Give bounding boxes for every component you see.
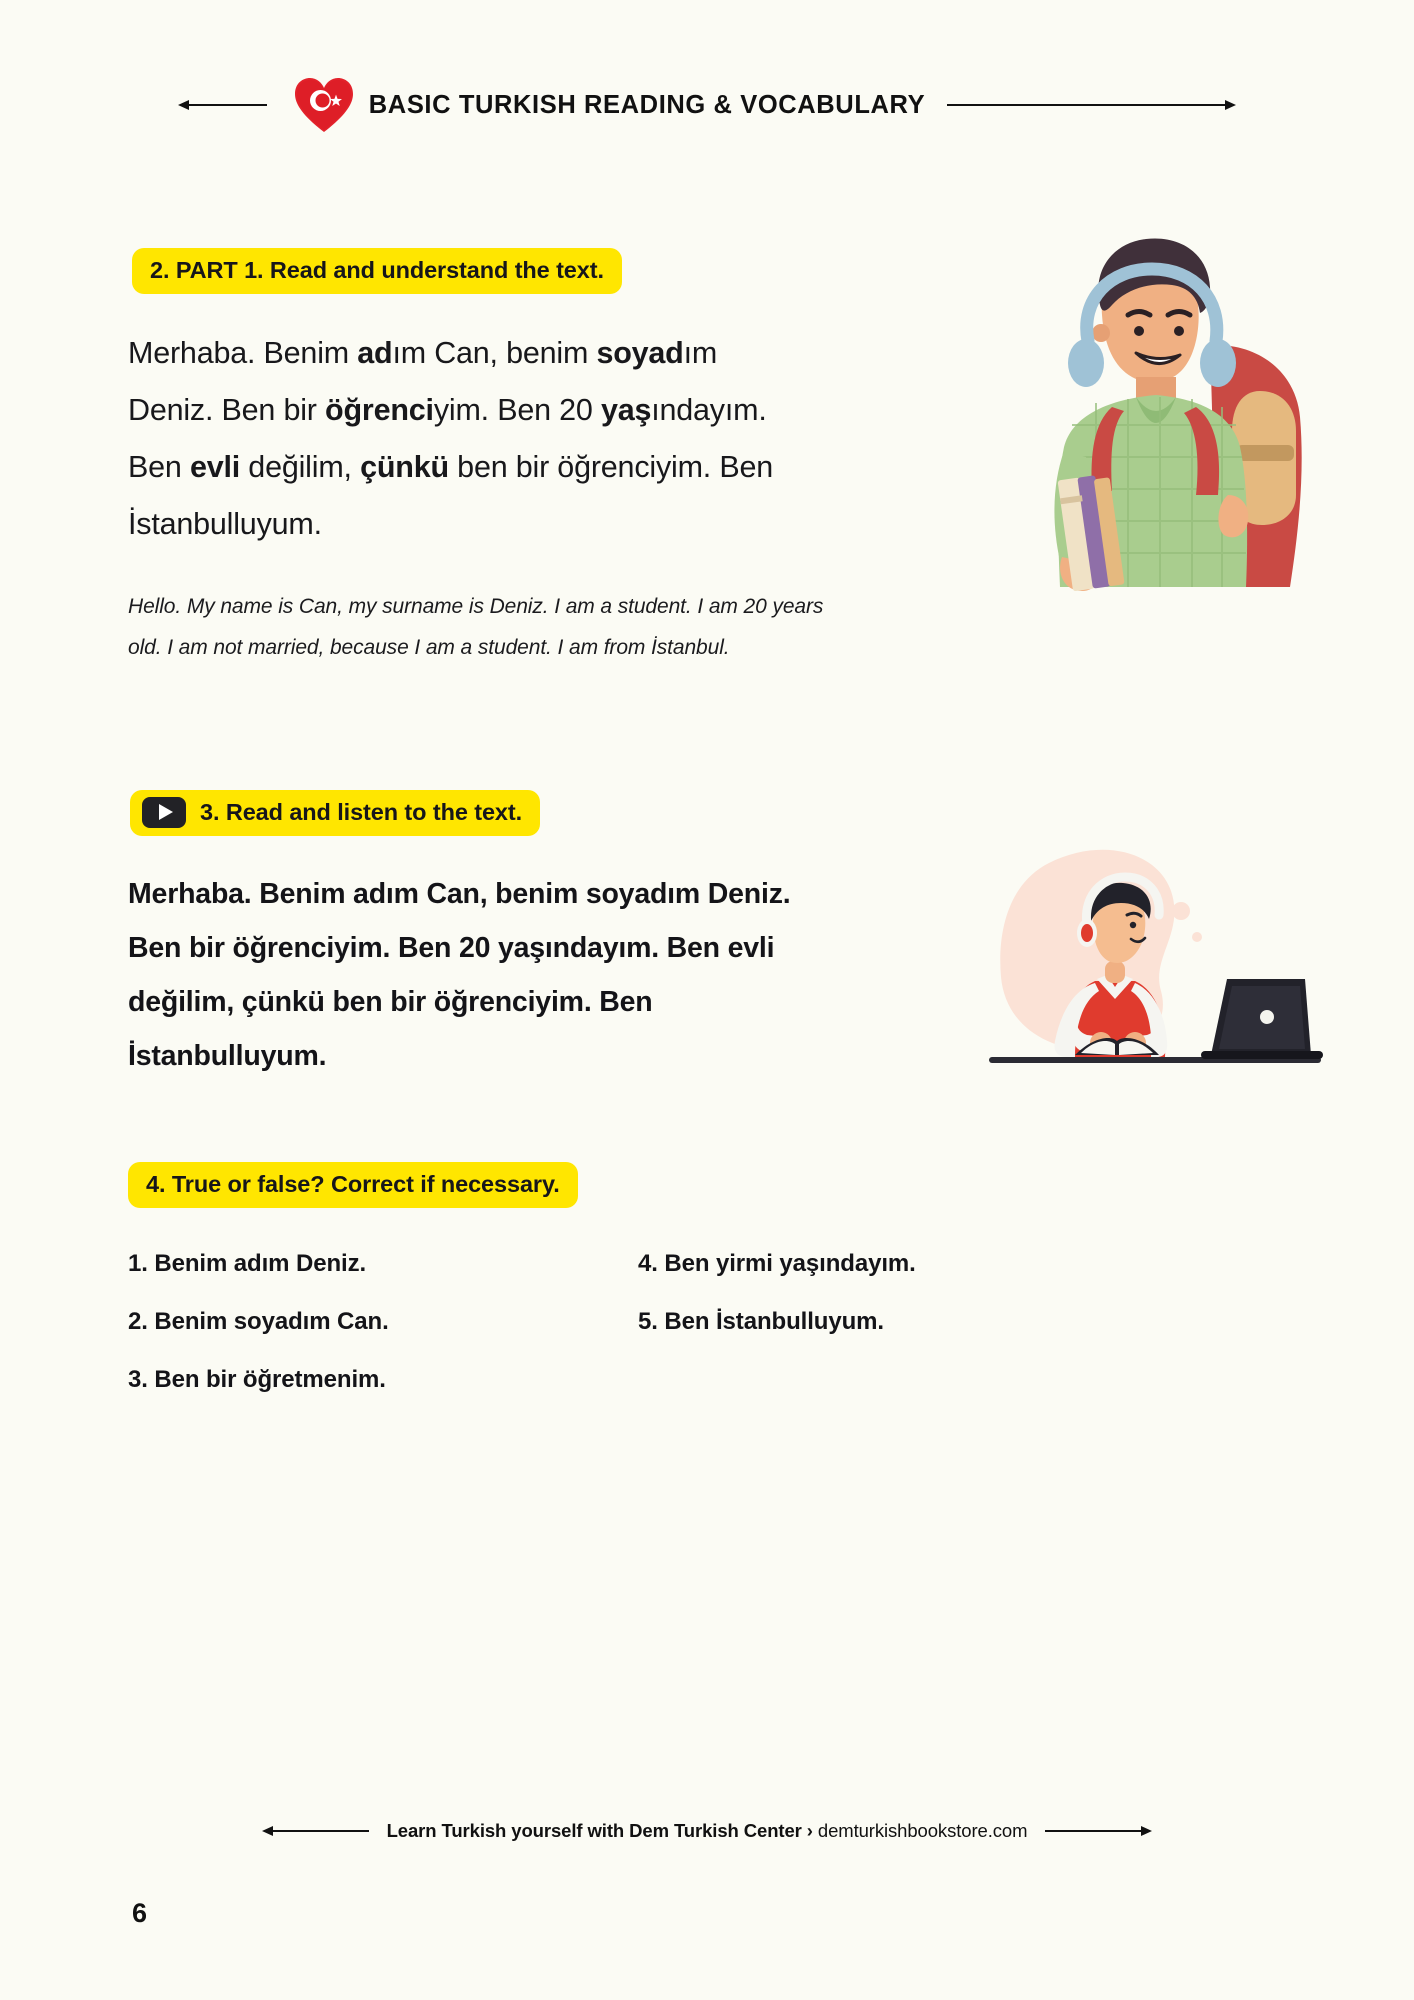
footer-arrow-rule-right-icon (1045, 1826, 1152, 1836)
questions-column-right (638, 1250, 916, 1366)
student-with-backpack-illustration (960, 195, 1350, 615)
question-item: 3. Ben bir öğretmenim. (128, 1366, 386, 1393)
footer-arrow-rule-left-icon (262, 1826, 369, 1836)
footer-site: demturkishbookstore.com (812, 1820, 1028, 1841)
question-item: 2. Benim soyadım Can. (128, 1308, 389, 1335)
question-item: 4. Ben yirmi yaşındayım. (638, 1250, 916, 1277)
question-item: 5. Ben İstanbulluyum. (638, 1308, 884, 1335)
section-banner-part4 (128, 1162, 578, 1208)
page-title: BASIC TURKISH READING & VOCABULARY (368, 90, 926, 119)
turkish-flag-heart-icon (293, 76, 355, 134)
turkish-reading-text: Merhaba. Benim adım Can, benim soyadım Deniz. Ben bir öğrenciyim. Ben 20 yaşındayım. Ben evli değilim, çünkü ben bir öğrenciyim. Ben İstanbulluyum. (128, 336, 773, 541)
footer-brand: Learn Turkish yourself with Dem Turkish Center › (386, 1820, 813, 1841)
person-reading-with-laptop-illustration (975, 845, 1335, 1110)
section-banner-part3-label: 3. Read and listen to the text. (200, 798, 523, 825)
page-footer (0, 1820, 1414, 1842)
questions-column-left (128, 1250, 389, 1424)
section-banner-part1-label: 2. PART 1. Read and understand the text. (150, 256, 604, 283)
play-button-icon[interactable] (142, 797, 186, 828)
turkish-listening-text: Merhaba. Benim adım Can, benim soyadım Deniz. Ben bir öğrenciyim. Ben 20 yaşındayım. Ben evli değilim, çünkü ben bir öğrenciyim. Ben İstanbulluyum. (128, 878, 791, 1072)
arrow-rule-right-icon (947, 100, 1236, 110)
footer-credit (387, 1820, 1028, 1842)
section-banner-part1 (132, 248, 622, 294)
section-banner-part3 (130, 790, 540, 836)
page-number: 6 (132, 1898, 148, 1928)
english-translation-text: Hello. My name is Can, my surname is Deniz. I am a student. I am 20 years old. I am not married, because I am a student. I am from İstanbul. (128, 595, 824, 659)
question-item: 1. Benim adım Deniz. (128, 1250, 367, 1277)
section-banner-part4-label: 4. True or false? Correct if necessary. (146, 1170, 560, 1197)
arrow-rule-left-icon (178, 100, 267, 110)
page-header (0, 70, 1414, 140)
